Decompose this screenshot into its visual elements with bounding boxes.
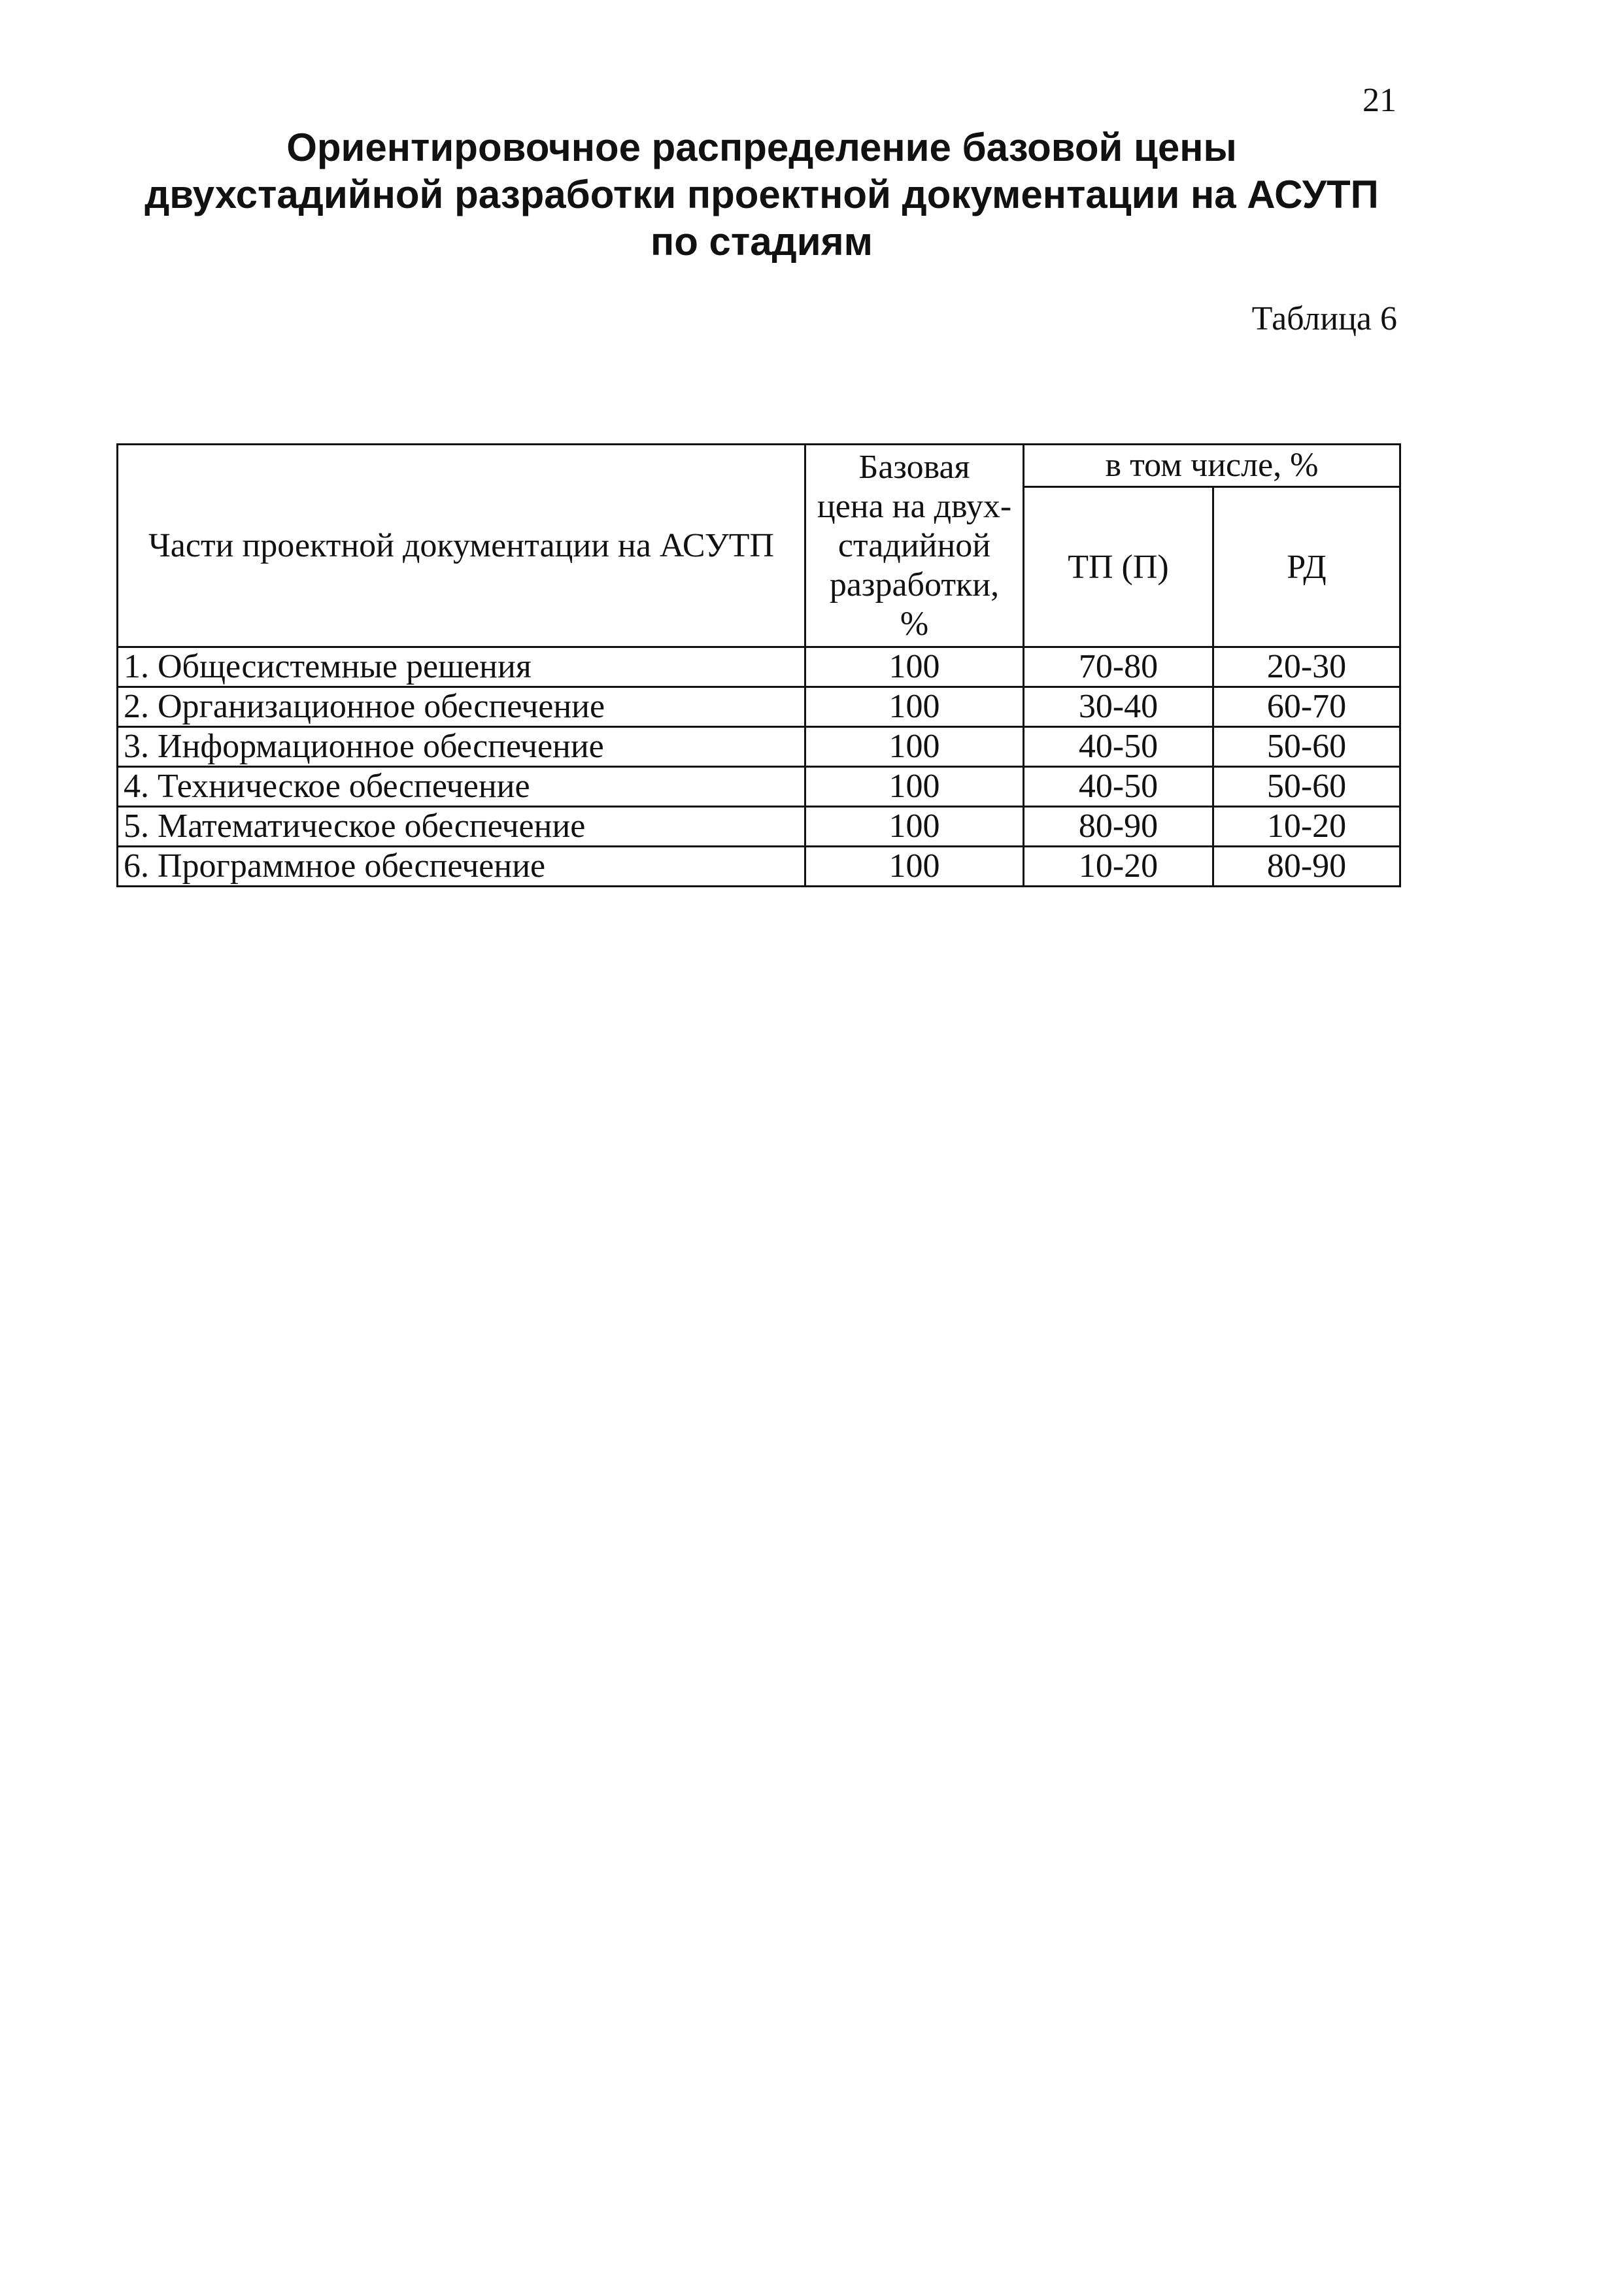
header-base-line-5: % <box>900 605 929 643</box>
title-line-1: Ориентировочное распределение базовой цены <box>286 126 1237 169</box>
cell-part: 3. Информационное обеспечение <box>118 727 805 767</box>
cell-part: 1. Общесистемные решения <box>118 647 805 687</box>
cell-base: 100 <box>805 727 1024 767</box>
header-rd: РД <box>1213 487 1400 647</box>
table-body <box>118 647 1400 887</box>
page-number: 21 <box>1362 82 1396 119</box>
cell-rd: 20-30 <box>1213 647 1400 687</box>
cell-base: 100 <box>805 847 1024 887</box>
cell-rd: 50-60 <box>1213 767 1400 807</box>
table-row <box>118 767 1400 807</box>
table-row <box>118 687 1400 727</box>
cell-tp: 70-80 <box>1024 647 1213 687</box>
cell-base: 100 <box>805 767 1024 807</box>
cell-base: 100 <box>805 647 1024 687</box>
header-base-line-3: стадийной <box>837 526 991 564</box>
header-tp: ТП (П) <box>1024 487 1213 647</box>
cell-tp: 40-50 <box>1024 767 1213 807</box>
title-line-2: двухстадийной разработки проектной документации на АСУТП <box>144 173 1379 216</box>
table-header <box>118 445 1400 647</box>
cell-part: 4. Техническое обеспечение <box>118 767 805 807</box>
cell-rd: 80-90 <box>1213 847 1400 887</box>
table-label: Таблица 6 <box>1251 300 1397 337</box>
cell-tp: 10-20 <box>1024 847 1213 887</box>
cell-base: 100 <box>805 807 1024 847</box>
cell-base: 100 <box>805 687 1024 727</box>
header-including: в том числе, % <box>1024 445 1400 487</box>
table-row <box>118 847 1400 887</box>
cell-part: 2. Организационное обеспечение <box>118 687 805 727</box>
cell-tp: 40-50 <box>1024 727 1213 767</box>
cell-rd: 60-70 <box>1213 687 1400 727</box>
cell-part: 5. Математическое обеспечение <box>118 807 805 847</box>
cell-rd: 50-60 <box>1213 727 1400 767</box>
cell-tp: 30-40 <box>1024 687 1213 727</box>
table-row <box>118 807 1400 847</box>
header-part: Части проектной документации на АСУТП <box>118 445 805 647</box>
cell-rd: 10-20 <box>1213 807 1400 847</box>
table-row <box>118 727 1400 767</box>
title-line-3: по стадиям <box>650 220 873 264</box>
header-base-line-4: разработки, <box>829 566 1000 604</box>
cell-tp: 80-90 <box>1024 807 1213 847</box>
price-distribution-table <box>116 443 1401 887</box>
header-base-price <box>805 445 1024 647</box>
page-title <box>0 124 1523 265</box>
header-base-line-1: Базовая <box>858 448 970 486</box>
table-row <box>118 647 1400 687</box>
cell-part: 6. Программное обеспечение <box>118 847 805 887</box>
header-base-line-2: цена на двух- <box>817 487 1012 525</box>
